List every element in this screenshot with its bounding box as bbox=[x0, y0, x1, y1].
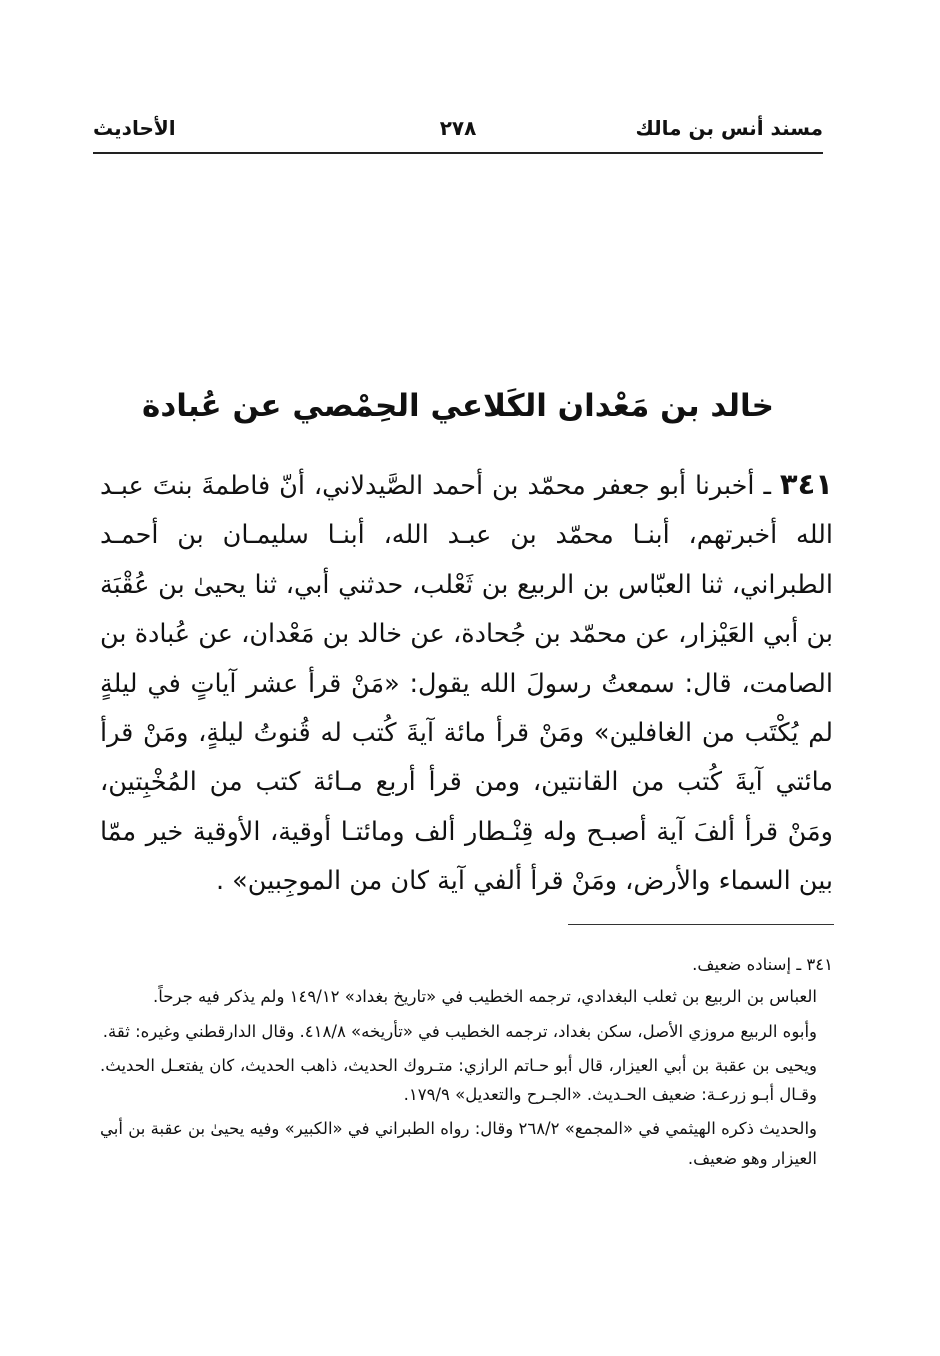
running-header bbox=[93, 112, 823, 154]
header-section-title: الأحاديث bbox=[93, 116, 176, 140]
footnote-item: وأبوه الربيع مروزي الأصل، سكن بغداد، ترجمه الخطيب في «تأريخه» ٤١٨/٨. وقال الدارقطني وغيره: ثقة. bbox=[102, 1021, 817, 1041]
footnote-item: والحديث ذكره الهيثمي في «المجمع» ٢٦٨/٢ وقال: رواه الطبراني في «الكبير» وفيه يحيىٰ بن عقبة بن أبي العيزار وهو ضعيف. bbox=[100, 1119, 817, 1168]
header-book-title: مسند أنس بن مالك bbox=[635, 116, 823, 140]
footnote-item: العباس بن الربيع بن ثعلب البغدادي، ترجمه الخطيب في «تاريخ بغداد» ١٤٩/١٢ ولم يذكر فيه جرحاً. bbox=[153, 987, 817, 1007]
footnote-item: ويحيى بن عقبة بن أبي العيزار، قال أبو حـاتم الرازي: متـروك الحديث، ذاهب الحديث، كان يفتعـل الحديث. وقـال أبـو زرعـة: ضعيف الحـديث. «الجـرح والتعديل» ١٧٩/٩. bbox=[100, 1055, 817, 1105]
footnote-separator bbox=[568, 924, 834, 925]
hadith-text: ـ أخبرنا أبو جعفر محمّد بن أحمد الصَّيدلاني، أنّ فاطمةَ بنتَ عبـد الله أخبرتهم، أبنـا محمّد بن عبـد الله، أبنـا سليمـان بن أحمـد الطبراني، ثنا العبّاس بن الربيع بن ثَعْلب، حدثني أبي، ثنا يحيىٰ بن عُقْبَة بن أبي العَيْزار، عن محمّد بن جُحادة، عن خالد بن مَعْدان، عن عُبادة بن الصامت، قال: سمعتُ رسولَ الله يقول: «مَنْ قرأ عشر آياتٍ في ليلةٍ لم يُكْتَب من الغافلين» ومَنْ قرأ مائة آيةَ كُتب له قُنوتُ ليلةٍ، ومَنْ قرأ مائتي آيةَ كُتب من القانتين، ومن قرأ أربع مـائة كتب من المُخْبِتين، ومَنْ قرأ ألفَ آية أصبـح وله قِنْـطار ألف ومائتـا أوقية، الأوقية خير ممّا بين السماء والأرض، ومَنْ قرأ ألفي آية كان من الموجِبين» . bbox=[100, 471, 833, 897]
footnotes bbox=[100, 950, 833, 1178]
hadith-number: ٣٤١ bbox=[779, 467, 833, 501]
page-number: ٢٧٨ bbox=[439, 116, 477, 140]
footnote-heading: ٣٤١ ـ إسناده ضعيف. bbox=[692, 955, 833, 974]
chapter-title: خالد بن مَعْدان الكَلاعي الحِمْصي عن عُبادة bbox=[142, 388, 774, 424]
hadith-paragraph bbox=[100, 460, 833, 907]
